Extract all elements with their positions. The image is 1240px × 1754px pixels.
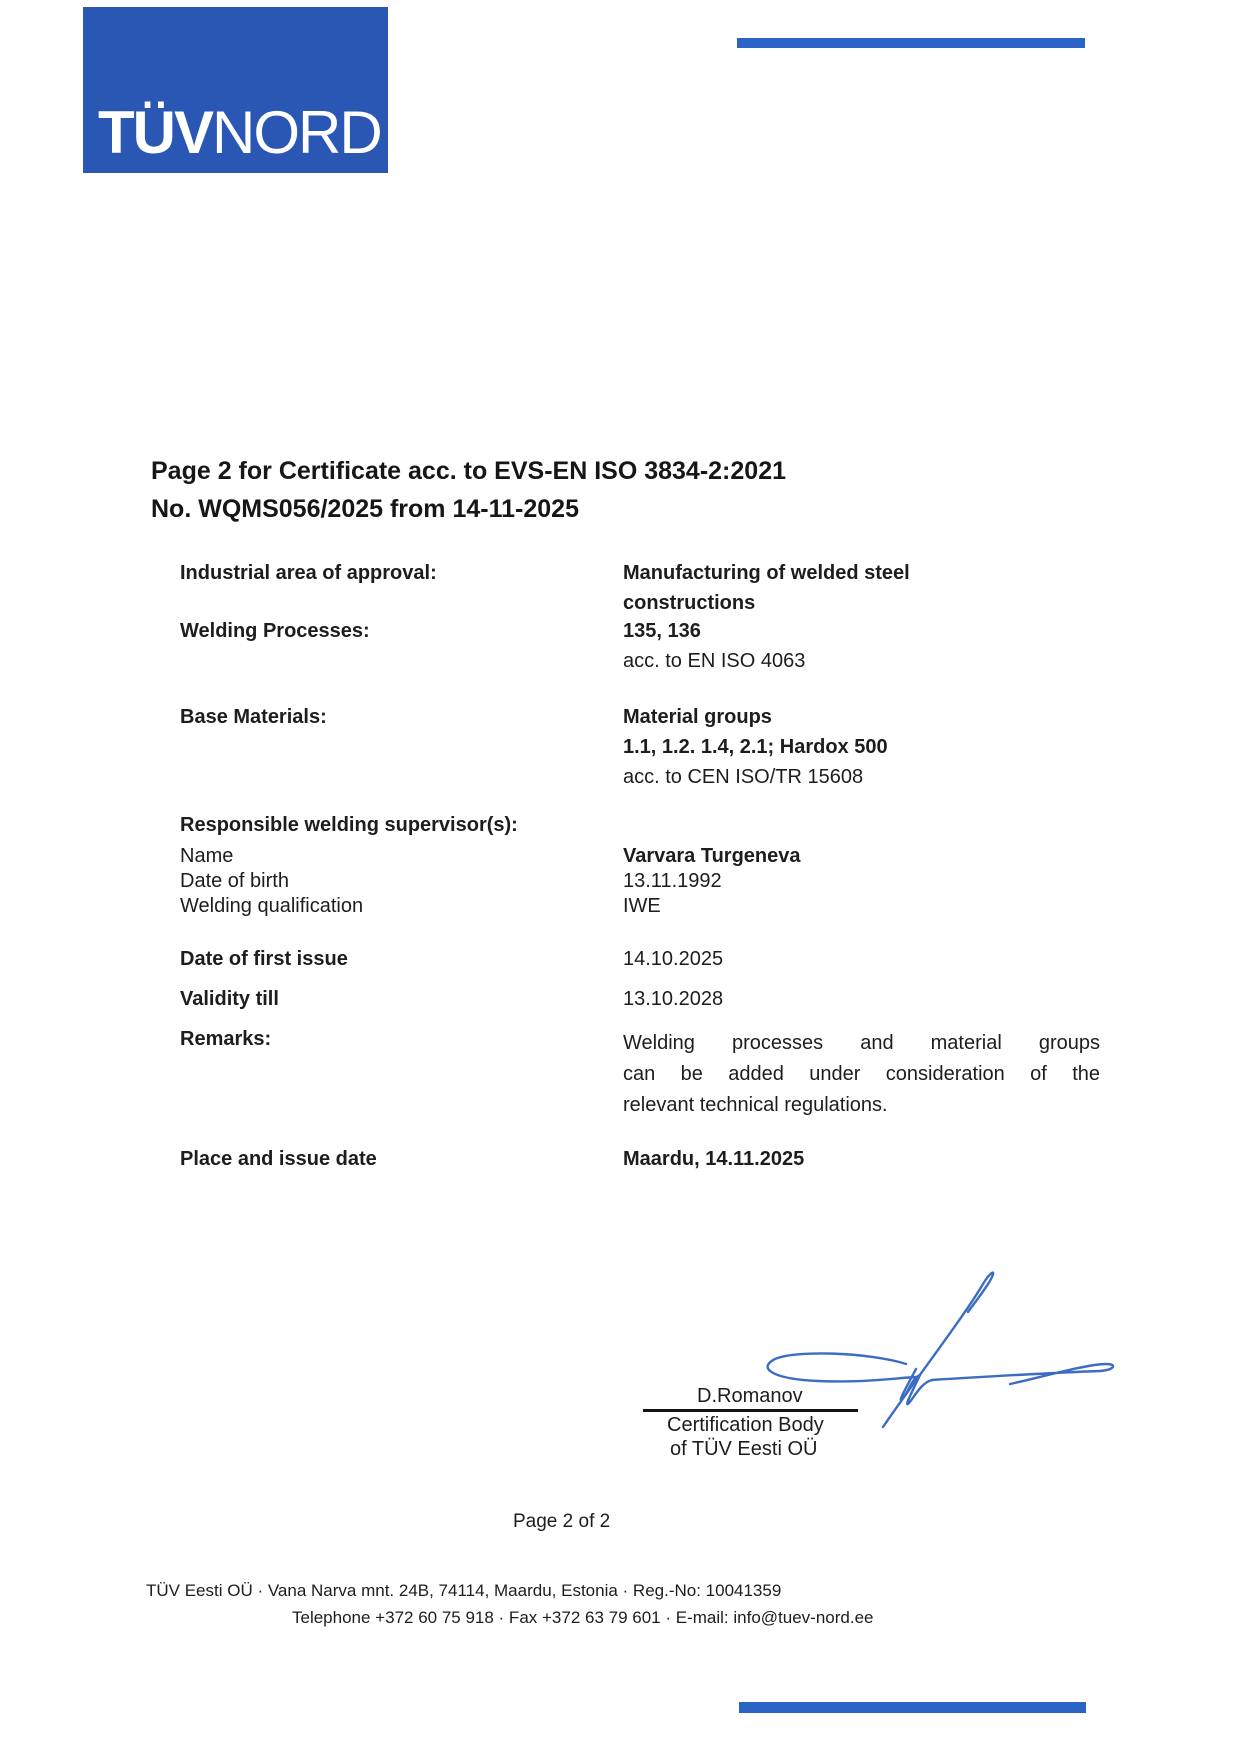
signer-org-line2: of TÜV Eesti OÜ xyxy=(670,1438,818,1460)
supervisor-name-label: Name xyxy=(180,845,234,867)
date-of-birth-label: Date of birth xyxy=(180,870,289,892)
validity-label: Validity till xyxy=(180,988,279,1010)
signature-rule xyxy=(643,1409,858,1412)
welding-qualification-label: Welding qualification xyxy=(180,895,364,917)
validity-value: 13.10.2028 xyxy=(623,988,724,1010)
logo-text-nord: NORD xyxy=(212,99,381,166)
signature-stroke-zigzag xyxy=(901,1369,932,1404)
signer-org-line1: Certification Body xyxy=(667,1414,824,1436)
page-indicator: Page 2 of 2 xyxy=(513,1511,611,1532)
tuv-nord-logo xyxy=(83,7,388,173)
footer-contact: Telephone +372 60 75 918 · Fax +372 63 79 601 · E-mail: info@tuev-nord.ee xyxy=(292,1608,874,1627)
industrial-area-value-line1: Manufacturing of welded steel xyxy=(623,562,910,584)
document-title-line2: No. WQMS056/2025 from 14-11-2025 xyxy=(151,495,579,523)
footer-address: TÜV Eesti OÜ · Vana Narva mnt. 24B, 74114, Maardu, Estonia · Reg.-No: 10041359 xyxy=(146,1581,782,1600)
footer-accent-bar xyxy=(739,1702,1086,1713)
supervisors-header: Responsible welding supervisor(s): xyxy=(180,814,518,836)
base-materials-note: acc. to CEN ISO/TR 15608 xyxy=(623,766,864,788)
document-title xyxy=(151,452,786,528)
supervisor-name-value: Varvara Turgeneva xyxy=(623,845,801,867)
remarks-text xyxy=(623,1028,1100,1121)
remarks-label: Remarks: xyxy=(180,1028,272,1050)
document-title-line1: Page 2 for Certificate acc. to EVS-EN ISO 3834-2:2021 xyxy=(151,457,786,485)
base-materials-label: Base Materials: xyxy=(180,706,327,728)
header-accent-bar xyxy=(737,38,1085,48)
tuv-nord-logo-text xyxy=(98,99,381,166)
first-issue-label: Date of first issue xyxy=(180,948,348,970)
welding-processes-value: 135, 136 xyxy=(623,620,701,642)
date-of-birth-value: 13.11.1992 xyxy=(623,870,722,892)
welding-processes-note: acc. to EN ISO 4063 xyxy=(623,650,806,672)
first-issue-value: 14.10.2025 xyxy=(623,948,724,970)
place-issue-value: Maardu, 14.11.2025 xyxy=(623,1148,805,1170)
remarks-line1: Welding processes and material groups xyxy=(623,1032,1100,1054)
remarks-line2: can be added under consideration of the xyxy=(623,1063,1100,1085)
logo-text-tuv: TÜV xyxy=(98,99,212,166)
signature-stroke-oval xyxy=(768,1353,916,1381)
industrial-area-value-line2: constructions xyxy=(623,592,756,614)
place-issue-label: Place and issue date xyxy=(180,1148,377,1170)
signer-name: D.Romanov xyxy=(697,1385,803,1407)
industrial-area-label: Industrial area of approval: xyxy=(180,562,437,584)
welding-processes-label: Welding Processes: xyxy=(180,620,370,642)
signature-stroke-tail xyxy=(932,1364,1113,1384)
welding-qualification-value: IWE xyxy=(623,895,661,917)
base-materials-value-line1: Material groups xyxy=(623,706,772,728)
base-materials-value-line2: 1.1, 1.2. 1.4, 2.1; Hardox 500 xyxy=(623,736,888,758)
remarks-line3: relevant technical regulations. xyxy=(623,1094,888,1116)
signature-stroke-diagonal xyxy=(883,1273,993,1427)
